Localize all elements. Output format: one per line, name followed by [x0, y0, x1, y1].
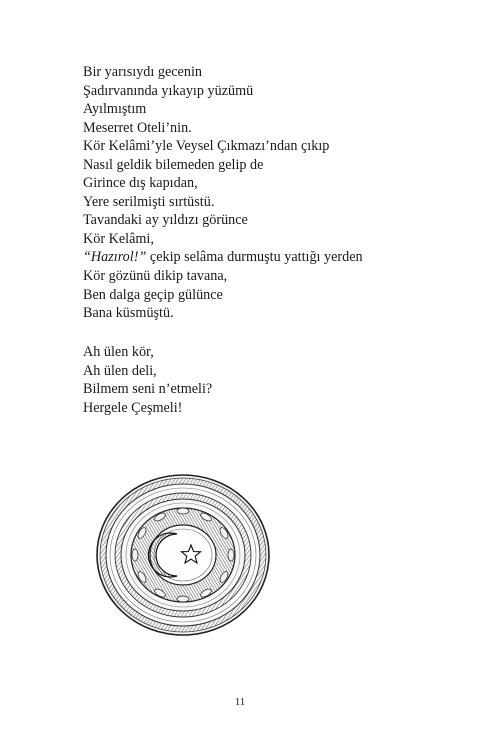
- poem-line: Hergele Çeşmeli!: [83, 399, 183, 416]
- poem-line: Ah ülen kör,: [83, 344, 154, 360]
- poem-line: Ben dalga geçip gülünce: [83, 286, 223, 303]
- poem-line: Nasıl geldik bilemeden gelip de: [83, 156, 264, 173]
- poem-line: Yere serilmişti sırtüstü.: [83, 193, 215, 210]
- poem-line-hazirol: [83, 248, 463, 267]
- poem-line: Kör Kelâmi,: [83, 230, 154, 247]
- poem-stanza-2: [83, 343, 463, 417]
- poem-stanza-1: [83, 63, 463, 323]
- poem-line: Bilmem seni n’etmeli?: [83, 381, 213, 398]
- poem-line: Kör Kelâmi’yle Veysel Çıkmazı’ndan çıkıp: [83, 138, 330, 155]
- poem-line: Meserret Oteli’nin.: [83, 119, 192, 136]
- poem-line: Şadırvanında yıkayıp yüzümü: [83, 82, 254, 99]
- poem-line: Bir yarısıydı gecenin: [83, 64, 202, 80]
- poem-line: Bana küsmüştü.: [83, 305, 174, 322]
- page-number: 11: [234, 696, 246, 708]
- poem-line: Tavandaki ay yıldızı görünce: [83, 212, 248, 229]
- poem-line: Ah ülen deli,: [83, 362, 157, 379]
- hazirol-rest: çekip selâma durmuştu yattığı yerden: [146, 249, 363, 266]
- poem-line: Kör gözünü dikip tavana,: [83, 268, 228, 285]
- crescent-star-medallion-illustration: [93, 470, 273, 640]
- hazirol-quote: “Hazırol!”: [83, 249, 147, 266]
- poem-line: Girince dış kapıdan,: [83, 175, 198, 192]
- poem-line: Ayılmıştım: [83, 101, 147, 118]
